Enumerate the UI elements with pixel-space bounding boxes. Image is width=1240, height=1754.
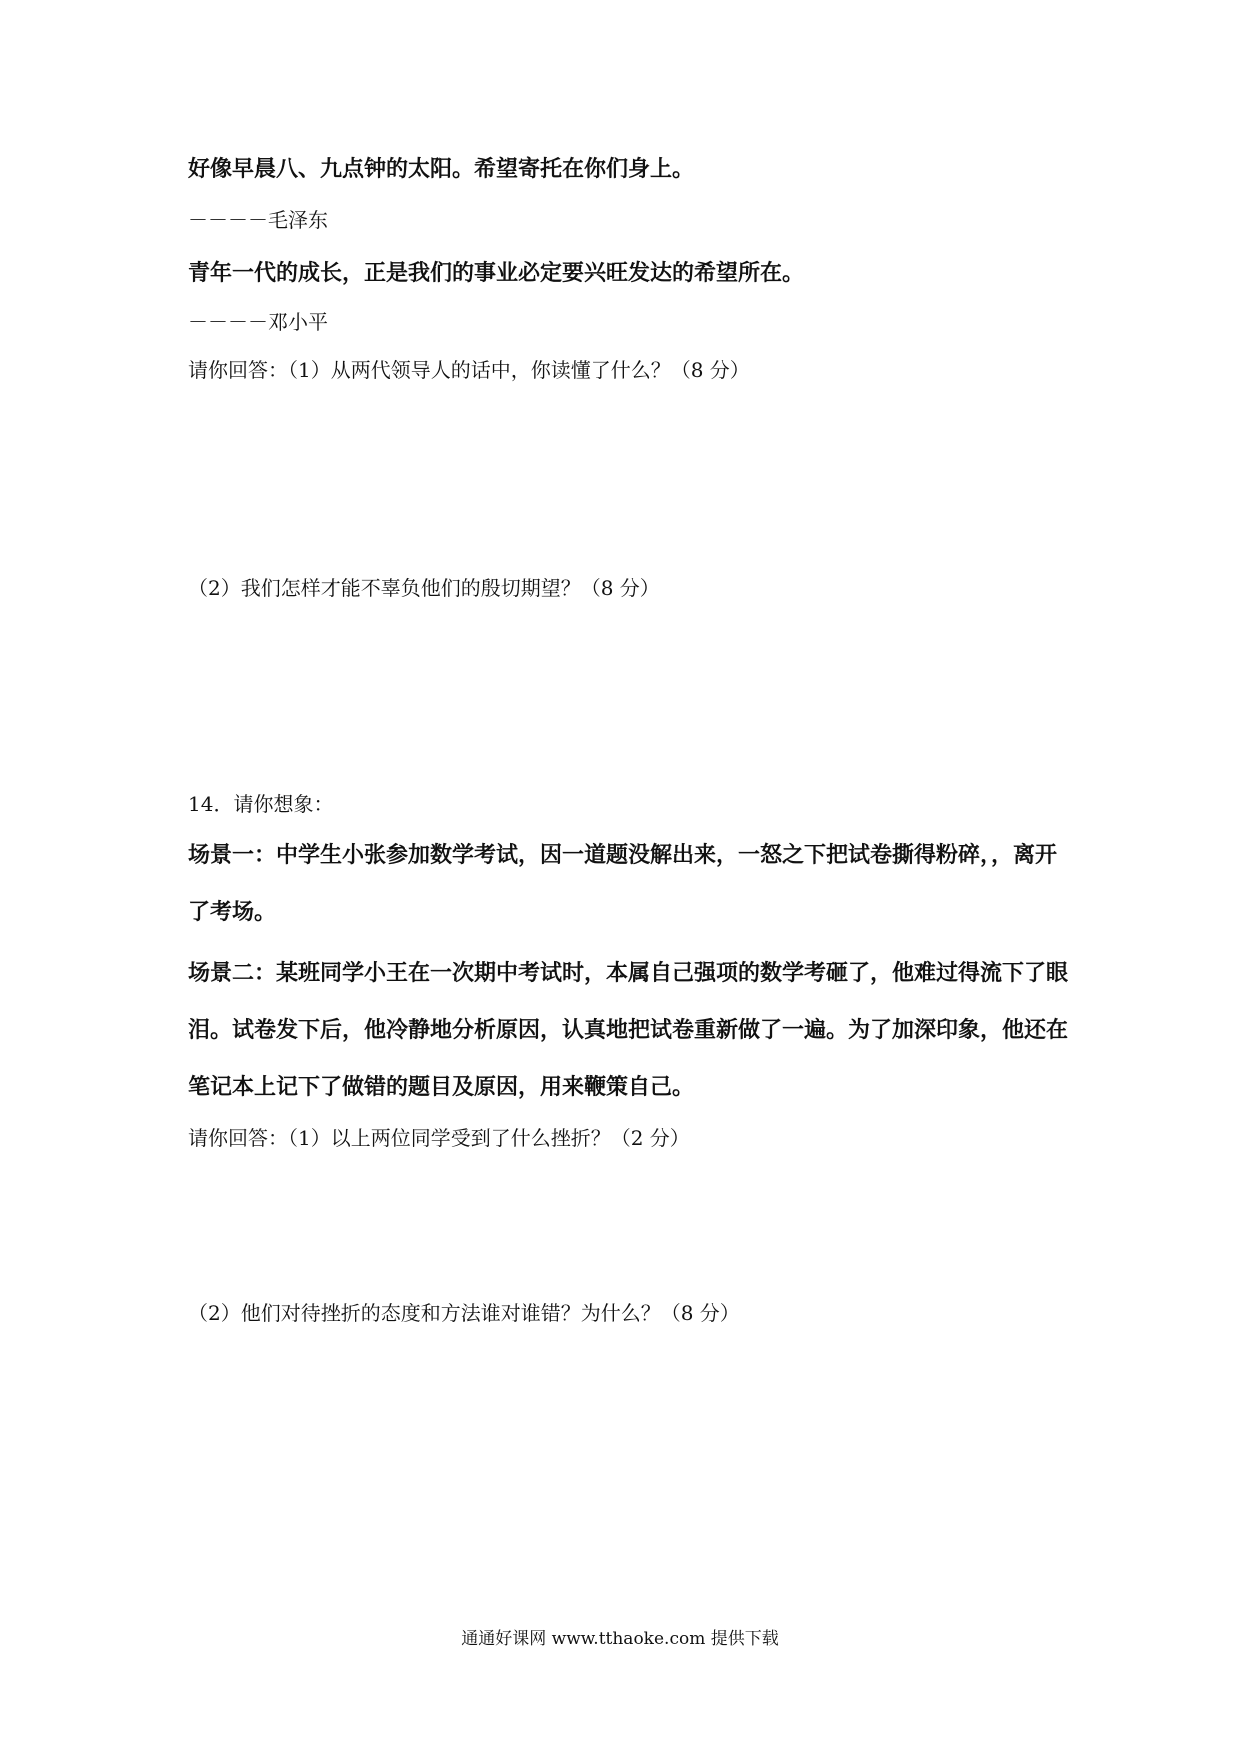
q14-part2-question: （2）他们对待挫折的态度和方法谁对谁错？为什么？（8 分） — [188, 1301, 740, 1325]
q14-scene1-line2: 了考场。 — [188, 900, 277, 925]
q14-scene2-line2: 泪。试卷发下后，他冷静地分析原因，认真地把试卷重新做了一遍。为了加深印象，他还在 — [188, 1018, 1069, 1043]
q14-scene2-line3: 笔记本上记下了做错的题目及原因，用来鞭策自己。 — [188, 1075, 695, 1100]
q14-scene2-line1: 场景二：某班同学小王在一次期中考试时，本属自己强项的数学考砸了，他难过得流下了眼 — [188, 961, 1069, 986]
q13-part2-question: （2）我们怎样才能不辜负他们的殷切期望？（8 分） — [188, 576, 660, 600]
q14-heading: 14．请你想象： — [188, 792, 334, 816]
footer-source-line: 通通好课网 www.tthaoke.com 提供下载 — [461, 1629, 779, 1649]
deng-quote-text: 青年一代的成长，正是我们的事业必定要兴旺发达的希望所在。 — [188, 261, 805, 286]
mao-attribution: －－－－毛泽东 — [188, 208, 328, 232]
deng-attribution: －－－－邓小平 — [188, 310, 328, 334]
q13-part1-question: 请你回答：（1）从两代领导人的话中，你读懂了什么？（8 分） — [188, 358, 750, 382]
q14-scene1-line1: 场景一：中学生小张参加数学考试，因一道题没解出来，一怒之下把试卷撕得粉碎，，离开 — [188, 843, 1058, 868]
q14-part1-question: 请你回答：（1）以上两位同学受到了什么挫折？（2 分） — [188, 1126, 690, 1150]
mao-quote-text: 好像早晨八、九点钟的太阳。希望寄托在你们身上。 — [188, 157, 695, 182]
